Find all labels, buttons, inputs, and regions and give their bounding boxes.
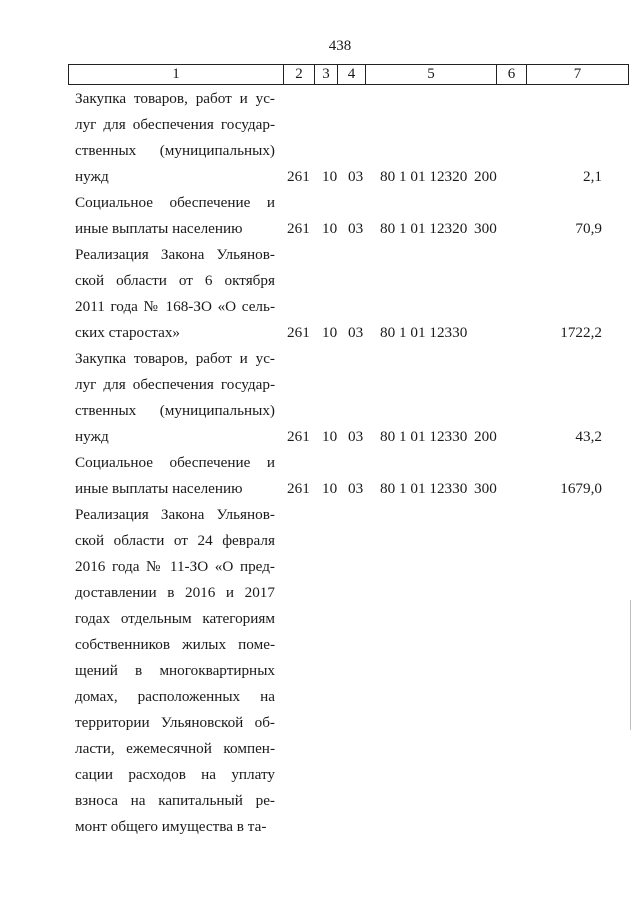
description-line: луг для обеспечения государ- — [75, 376, 275, 393]
description-line: ской области от 24 февраля — [75, 532, 275, 549]
subsection-code: 03 — [348, 168, 364, 185]
section-code: 10 — [322, 428, 338, 445]
subsection-code: 03 — [348, 324, 364, 341]
row-values — [0, 320, 640, 346]
section-code: 10 — [322, 168, 338, 185]
table-row — [0, 346, 640, 450]
description-line: ских старостах» — [75, 324, 181, 341]
section-code: 10 — [322, 480, 338, 497]
description-line: Реализация Закона Ульянов- — [75, 246, 275, 263]
header-col-6: 6 — [497, 65, 527, 84]
description-line: взноса на капитальный ре- — [75, 792, 275, 809]
target-article-code: 80 1 01 12320 — [380, 220, 468, 237]
row-values — [0, 424, 640, 450]
amount: 43,2 — [575, 428, 602, 445]
expense-type-code: 300 — [474, 480, 497, 497]
header-col-4: 4 — [338, 65, 366, 84]
table-header — [68, 64, 629, 85]
section-code: 10 — [322, 220, 338, 237]
row-values — [0, 216, 640, 242]
table-row — [0, 190, 640, 242]
target-article-code: 80 1 01 12330 — [380, 428, 468, 445]
section-code: 10 — [322, 324, 338, 341]
header-col-3: 3 — [315, 65, 338, 84]
target-article-code: 80 1 01 12330 — [380, 480, 468, 497]
description-line: сации расходов на уплату — [75, 766, 275, 783]
description-line: территории Ульяновской об- — [75, 714, 275, 731]
description-line: Реализация Закона Ульянов- — [75, 506, 275, 523]
ministry-code: 261 — [287, 428, 310, 445]
description-line: ской области от 6 октября — [75, 272, 275, 289]
amount: 1679,0 — [560, 480, 602, 497]
description-line: нужд — [75, 428, 109, 445]
description-line: ственных (муниципальных) — [75, 142, 275, 159]
table-body — [0, 86, 640, 840]
description-line: 2016 года № 11-ЗО «О пред- — [75, 558, 275, 575]
description-line: доставлении в 2016 и 2017 — [75, 584, 275, 601]
target-article-code: 80 1 01 12330 — [380, 324, 468, 341]
description-line: 2011 года № 168-ЗО «О сель- — [75, 298, 275, 315]
header-col-5: 5 — [366, 65, 497, 84]
expense-type-code: 200 — [474, 168, 497, 185]
description-line: Закупка товаров, работ и ус- — [75, 350, 275, 367]
expense-type-code: 200 — [474, 428, 497, 445]
expense-type-code: 300 — [474, 220, 497, 237]
row-values — [0, 814, 640, 840]
table-row — [0, 86, 640, 190]
description-line: щений в многоквартирных — [75, 662, 275, 679]
amount: 1722,2 — [560, 324, 602, 341]
header-col-1: 1 — [69, 65, 284, 84]
target-article-code: 80 1 01 12320 — [380, 168, 468, 185]
description-line: нужд — [75, 168, 109, 185]
row-description — [75, 502, 275, 840]
row-values — [0, 476, 640, 502]
row-values — [0, 164, 640, 190]
ministry-code: 261 — [287, 480, 310, 497]
table-row — [0, 450, 640, 502]
description-line: Закупка товаров, работ и ус- — [75, 90, 275, 107]
amount: 70,9 — [575, 220, 602, 237]
ministry-code: 261 — [287, 168, 310, 185]
table-row — [0, 242, 640, 346]
description-line: Социальное обеспечение и — [75, 454, 275, 471]
ministry-code: 261 — [287, 324, 310, 341]
description-line: ственных (муниципальных) — [75, 402, 275, 419]
ministry-code: 261 — [287, 220, 310, 237]
description-line: Социальное обеспечение и — [75, 194, 275, 211]
header-col-7: 7 — [573, 66, 582, 82]
description-line: монт общего имущества в та- — [75, 818, 267, 835]
description-line: иные выплаты населению — [75, 220, 243, 237]
subsection-code: 03 — [348, 480, 364, 497]
table-row — [0, 502, 640, 840]
subsection-code: 03 — [348, 428, 364, 445]
subsection-code: 03 — [348, 220, 364, 237]
scan-artifact — [630, 600, 631, 730]
description-line: годах отдельным категориям — [75, 610, 275, 627]
page-number: 438 — [328, 38, 352, 54]
description-line: ласти, ежемесячной компен- — [75, 740, 275, 757]
description-line: луг для обеспечения государ- — [75, 116, 275, 133]
amount: 2,1 — [583, 168, 602, 185]
header-col-2: 2 — [284, 65, 315, 84]
description-line: собственников жилых поме- — [75, 636, 275, 653]
description-line: домах, расположенных на — [75, 688, 275, 705]
description-line: иные выплаты населению — [75, 480, 243, 497]
